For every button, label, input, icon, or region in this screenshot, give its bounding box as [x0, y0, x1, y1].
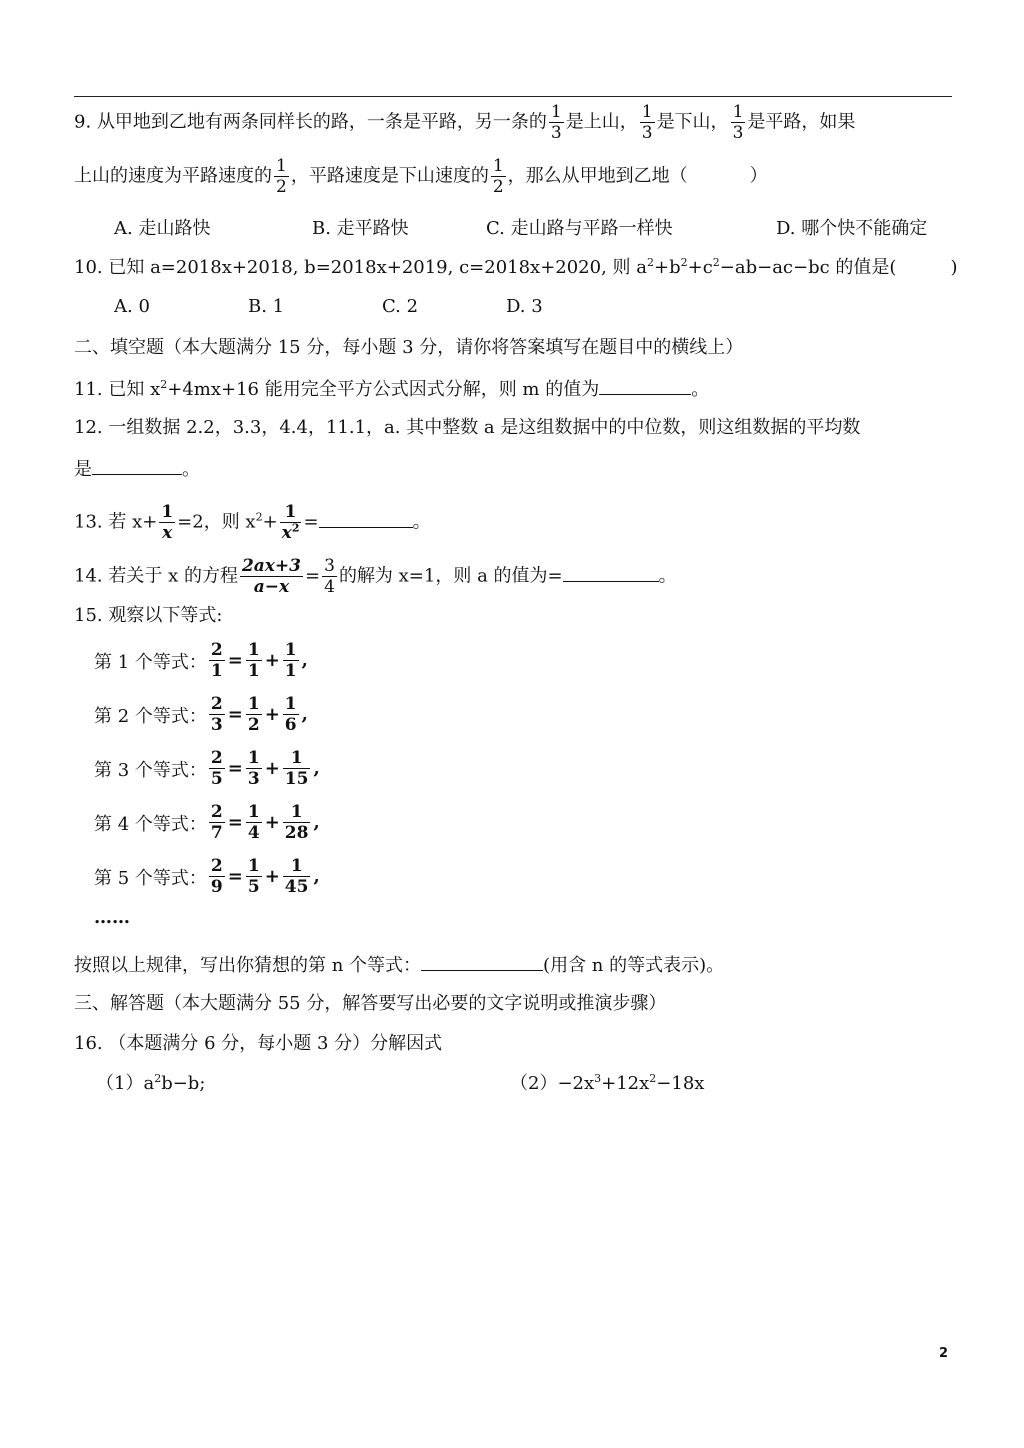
answer-blank[interactable]	[599, 376, 691, 395]
q15-equation-row: 第 1 个等式： $\frac{2}{1}$ = $\frac{1}{1}$ + $\frac{1}{1}$ ,	[94, 640, 308, 681]
q9-option-c: C. 走山路与平路一样快	[486, 218, 673, 239]
page-number: 2	[938, 1346, 948, 1361]
q16-part1: $(1)a^2b-b$;	[96, 1072, 206, 1094]
equation-fraction-right: $\frac{3}{4}$	[324, 556, 335, 597]
answer-blank[interactable]	[563, 563, 659, 582]
q15-title: 15. 观察以下等式:	[74, 605, 223, 626]
section-3-heading: 三、解答题（本大题满分 55 分，解答要写出必要的文字说明或推演步骤）	[74, 993, 667, 1014]
q14-line: 14. 若关于 x 的方程 $\frac{2ax+3}{a-x}$ = $\frac{3}{4}$ 的解为 x=1，则 a 的值为= 。	[74, 556, 677, 597]
q15-conclusion: 按照以上规律，写出你猜想的第 n 个等式： (用含 n 的等式表示)。	[74, 952, 724, 978]
q15-equation-row: 第 5 个等式： $\frac{2}{9}$ = $\frac{1}{5}$ + $\frac{1}{45}$ ,	[94, 856, 320, 897]
section-2-heading: 二、填空题（本大题满分 15 分，每小题 3 分，请你将答案填写在题目中的横线上）	[74, 337, 744, 358]
q16-part2: $(2)-2x^3+12x^2-18x$	[510, 1072, 705, 1094]
q9-line1: 9. 从甲地到乙地有两条同样长的路，一条是平路，另一条的 $\frac{1}{3}$ 是上山， $\frac{1}{3}$ 是下山， $\frac{1}{3}$ 是平路，如果	[74, 102, 856, 143]
q9-line2: 上山的速度为平路速度的 $\frac{1}{2}$ ，平路速度是下山速度的 $\frac{1}{2}$ ，那么从甲地到乙地（ ）	[74, 156, 768, 197]
fraction-one-third: $\frac{1}{3}$	[732, 102, 744, 143]
q16-title: 16. （本题满分 6 分，每小题 3 分）分解因式	[74, 1033, 443, 1054]
q10-option-d: D. 3	[506, 296, 543, 317]
q10-line: 10. 已知 a=2018x+2018, b=2018x+2019, c=2018x+2020, 则 $a^2+b^2+c^2-ab-ac-bc$ 的值是( )	[74, 256, 958, 278]
fraction-one-over-x: $\frac{1}{x}$	[161, 502, 174, 543]
q12-line2: 是 。	[74, 456, 200, 482]
q10-option-b: B. 1	[248, 296, 285, 317]
answer-blank[interactable]	[92, 456, 182, 475]
q9-option-a: A. 走山路快	[114, 218, 211, 239]
answer-blank[interactable]	[319, 509, 413, 528]
fraction-one-over-x-squared: $\frac{1}{x^2}$	[281, 502, 300, 543]
q11-line: 11. 已知 $x^2+4mx+16$ 能用完全平方公式因式分解，则 m 的值为 。	[74, 378, 710, 400]
q15-equation-row: 第 3 个等式： $\frac{2}{5}$ = $\frac{1}{3}$ + $\frac{1}{15}$ ,	[94, 748, 320, 789]
fraction-one-half: $\frac{1}{2}$	[492, 156, 504, 197]
q9-option-b: B. 走平路快	[312, 218, 409, 239]
fraction-one-third: $\frac{1}{3}$	[641, 102, 653, 143]
fraction-one-third: $\frac{1}{3}$	[550, 102, 562, 143]
q15-equation-row: 第 4 个等式： $\frac{2}{7}$ = $\frac{1}{4}$ + $\frac{1}{28}$ ,	[94, 802, 320, 843]
q9-option-d: D. 哪个快不能确定	[776, 218, 928, 239]
equation-fraction-left: $\frac{2ax+3}{a-x}$	[241, 556, 302, 597]
fraction-one-half: $\frac{1}{2}$	[276, 156, 287, 197]
header-rule	[74, 96, 952, 97]
q15-equation-row: 第 2 个等式： $\frac{2}{3}$ = $\frac{1}{2}$ + $\frac{1}{6}$ ,	[94, 694, 308, 735]
q10-option-a: A. 0	[114, 296, 150, 317]
q15-ellipsis: ……	[94, 907, 130, 928]
q12-line1: 12. 一组数据 2.2，3.3，4.4，11.1，a. 其中整数 a 是这组数据中的中位数，则这组数据的平均数	[74, 417, 861, 438]
q10-option-c: C. 2	[382, 296, 419, 317]
answer-blank[interactable]	[421, 952, 543, 971]
q13-line: 13. 若 x+ $\frac{1}{x}$ =2，则 $x^2+$ $\frac{1}{x^2}$ = 。	[74, 502, 431, 543]
